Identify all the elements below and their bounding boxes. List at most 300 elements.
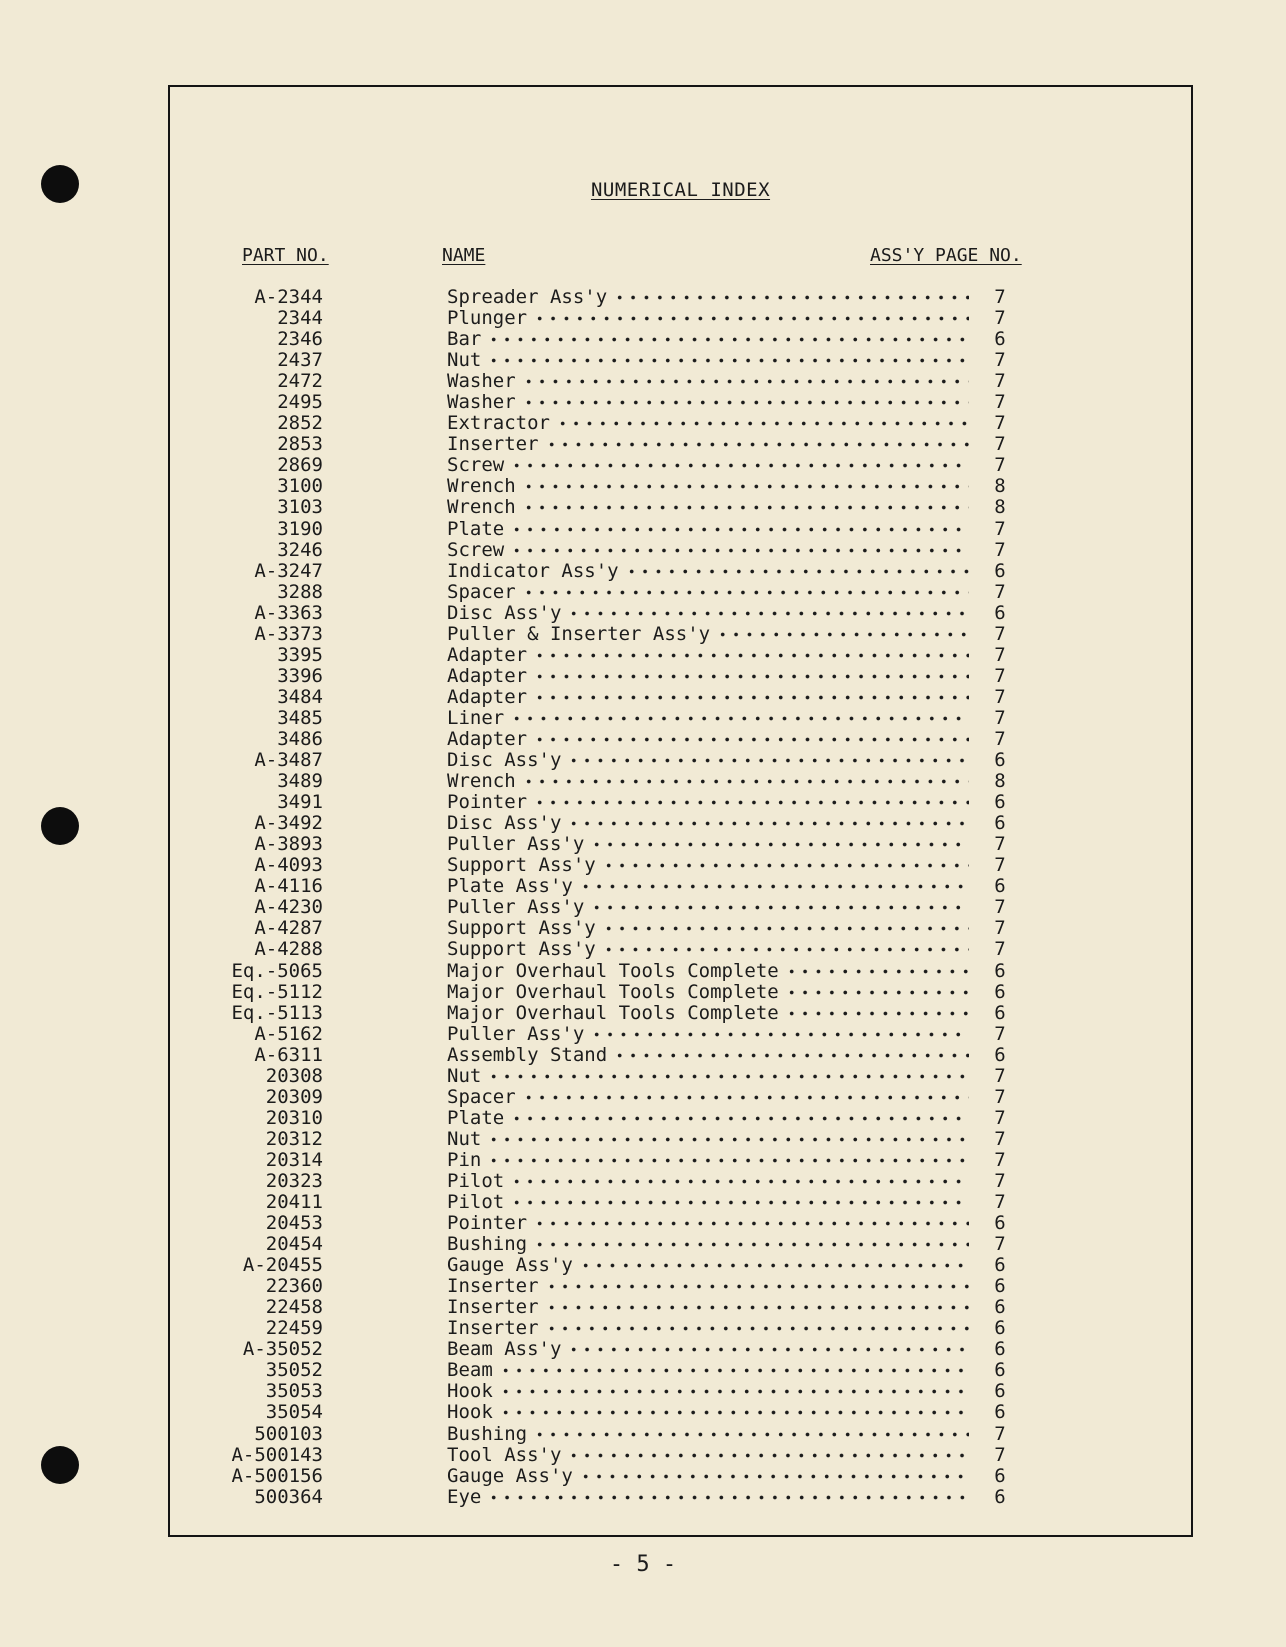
part-name-cell [447,1003,969,1024]
dot-leader [545,1297,969,1318]
part-number: 20454 [265,1233,323,1256]
dot-leader [716,624,969,645]
list-item [170,1108,1191,1129]
part-name: Support Ass'y [447,918,602,939]
part-name-cell [447,792,969,813]
dot-leader [522,771,969,792]
part-name: Screw [447,540,510,561]
part-number: A-3247 [254,559,323,582]
index-list [170,287,1191,1508]
dot-leader [487,1150,969,1171]
list-item [170,918,1191,939]
part-name: Pin [447,1150,487,1171]
part-name: Major Overhaul Tools Complete [447,982,785,1003]
part-name: Beam Ass'y [447,1339,567,1360]
part-name-cell [447,1318,969,1339]
page-number-cell: 6 [994,601,1006,624]
part-name: Liner [447,708,510,729]
page-number-cell: 7 [994,538,1006,561]
page-number: - 5 - [609,1552,677,1577]
part-number: 3491 [277,791,323,814]
list-item [170,329,1191,350]
list-item [170,371,1191,392]
page-number-cell: 6 [994,1001,1006,1024]
part-name: Bar [447,329,487,350]
header-page-no: ASS'Y PAGE NO. [870,245,1022,266]
list-item [170,287,1191,308]
part-number: A-500143 [231,1443,323,1466]
part-number: 500103 [254,1422,323,1445]
dot-leader [487,1487,969,1508]
part-name-cell [447,1255,969,1276]
dot-leader [522,476,969,497]
dot-leader [499,1402,969,1423]
page-number-cell: 6 [994,791,1006,814]
part-name: Bushing [447,1234,533,1255]
part-name: Inserter [447,434,545,455]
list-item [170,1445,1191,1466]
part-name-cell [447,434,969,455]
part-name-cell [447,371,969,392]
part-number: A-6311 [254,1043,323,1066]
page-number-cell: 7 [994,307,1006,330]
dot-leader [510,540,969,561]
page-number-cell: 8 [994,496,1006,519]
part-number: A-2344 [254,286,323,308]
part-name-cell [447,982,969,1003]
part-name: Major Overhaul Tools Complete [447,1003,785,1024]
part-name: Inserter [447,1318,545,1339]
page-number-cell: 6 [994,1254,1006,1277]
part-name: Disc Ass'y [447,603,567,624]
page-number-cell: 6 [994,328,1006,351]
part-number: 20453 [265,1212,323,1235]
part-name: Spacer [447,1087,522,1108]
dot-leader [522,371,969,392]
part-number: 3486 [277,727,323,750]
list-item [170,855,1191,876]
part-name-cell [447,876,969,897]
page-number-cell: 6 [994,1380,1006,1403]
part-name-cell [447,1150,969,1171]
page-number-cell: 7 [994,917,1006,940]
dot-leader [499,1381,969,1402]
dot-leader [510,1192,969,1213]
page-number-cell: 7 [994,727,1006,750]
page-number-cell: 7 [994,1443,1006,1466]
dot-leader [579,1255,969,1276]
page-number-cell: 7 [994,833,1006,856]
part-number: 2495 [277,391,323,414]
part-name: Wrench [447,476,522,497]
list-item [170,1192,1191,1213]
dot-leader [602,855,969,876]
list-item [170,982,1191,1003]
list-item [170,1360,1191,1381]
part-number: 22458 [265,1296,323,1319]
page-number-cell: 6 [994,1296,1006,1319]
dot-leader [579,876,969,897]
list-item [170,1003,1191,1024]
page-number-cell: 6 [994,875,1006,898]
page-number-cell: 7 [994,938,1006,961]
list-item [170,1381,1191,1402]
dot-leader [567,1445,969,1466]
page-number-cell: 7 [994,1148,1006,1171]
part-name-cell [447,561,969,582]
page-number-cell: 6 [994,749,1006,772]
page-number-cell: 7 [994,685,1006,708]
page-number-cell: 6 [994,1338,1006,1361]
page-number-cell: 6 [994,559,1006,582]
part-name-cell [447,582,969,603]
part-name-cell [447,519,969,540]
list-item [170,497,1191,518]
page-number-cell: 6 [994,1043,1006,1066]
list-item [170,939,1191,960]
part-name-cell [447,729,969,750]
page-number-cell: 7 [994,412,1006,435]
part-name: Gauge Ass'y [447,1466,579,1487]
page-number-cell: 7 [994,1085,1006,1108]
dot-leader [785,982,969,1003]
page-number-cell: 8 [994,475,1006,498]
part-name: Puller & Inserter Ass'y [447,624,716,645]
part-name-cell [447,1087,969,1108]
binder-hole-bottom [41,1446,79,1484]
list-item [170,771,1191,792]
list-item [170,392,1191,413]
part-name: Assembly Stand [447,1045,613,1066]
part-number: 2853 [277,433,323,456]
part-name: Spreader Ass'y [447,287,613,308]
list-item [170,1276,1191,1297]
dot-leader [556,413,969,434]
dot-leader [487,1129,969,1150]
part-name: Puller Ass'y [447,1024,590,1045]
part-number: 3485 [277,706,323,729]
dot-leader [510,1108,969,1129]
page-number-cell: 7 [994,433,1006,456]
part-name-cell [447,897,969,918]
part-name-cell [447,1360,969,1381]
part-name: Hook [447,1381,499,1402]
part-name: Hook [447,1402,499,1423]
part-name: Indicator Ass'y [447,561,625,582]
part-name: Support Ass'y [447,855,602,876]
part-number: 2437 [277,349,323,372]
part-name: Pointer [447,792,533,813]
list-item [170,1466,1191,1487]
part-name-cell [447,624,969,645]
part-name-cell [447,708,969,729]
dot-leader [499,1360,969,1381]
part-name: Major Overhaul Tools Complete [447,961,785,982]
part-name-cell [447,771,969,792]
page-number-cell: 7 [994,580,1006,603]
page-title: NUMERICAL INDEX [590,179,771,201]
dot-leader [533,1424,969,1445]
list-item [170,687,1191,708]
part-number: A-4287 [254,917,323,940]
dot-leader [567,750,969,771]
list-item [170,666,1191,687]
part-number: Eq.-5112 [231,980,323,1003]
page-number-cell: 6 [994,1485,1006,1508]
dot-leader [602,939,969,960]
part-name-cell [447,540,969,561]
part-name: Adapter [447,729,533,750]
part-name-cell [447,939,969,960]
part-name-cell [447,666,969,687]
dot-leader [613,287,969,308]
list-item [170,476,1191,497]
part-name: Adapter [447,687,533,708]
part-number: 3190 [277,517,323,540]
list-item [170,1318,1191,1339]
list-item [170,561,1191,582]
dot-leader [533,687,969,708]
list-item [170,1045,1191,1066]
page-number-cell: 7 [994,1191,1006,1214]
part-number: 35054 [265,1401,323,1424]
dot-leader [510,708,969,729]
dot-leader [533,1234,969,1255]
part-number: 22459 [265,1317,323,1340]
dot-leader [533,729,969,750]
part-number: 3246 [277,538,323,561]
list-item [170,750,1191,771]
dot-leader [510,519,969,540]
part-name-cell [447,1466,969,1487]
part-name: Nut [447,1066,487,1087]
list-item [170,1234,1191,1255]
binder-hole-middle [41,807,79,845]
part-name-cell [447,603,969,624]
part-name: Pointer [447,1213,533,1234]
list-item [170,1424,1191,1445]
dot-leader [533,1213,969,1234]
part-number: A-3373 [254,622,323,645]
page-number-cell: 7 [994,1233,1006,1256]
part-name: Plate [447,1108,510,1129]
part-number: 2472 [277,370,323,393]
page-number-cell: 7 [994,1106,1006,1129]
list-item [170,961,1191,982]
dot-leader [602,918,969,939]
part-name-cell [447,413,969,434]
dot-leader [590,897,969,918]
part-name-cell [447,834,969,855]
page-number-cell: 7 [994,454,1006,477]
part-name: Gauge Ass'y [447,1255,579,1276]
list-item [170,624,1191,645]
part-name-cell [447,1213,969,1234]
part-name-cell [447,1445,969,1466]
dot-leader [510,1171,969,1192]
part-name-cell [447,1297,969,1318]
list-item [170,876,1191,897]
list-item [170,1066,1191,1087]
page-number-cell: 7 [994,517,1006,540]
part-name-cell [447,287,969,308]
page-number-cell: 7 [994,706,1006,729]
page-number-cell: 6 [994,1464,1006,1487]
page-number-cell: 6 [994,812,1006,835]
part-number: A-4288 [254,938,323,961]
part-name-cell [447,1487,969,1508]
page-number-cell: 7 [994,1064,1006,1087]
part-number: A-4093 [254,854,323,877]
part-name: Wrench [447,497,522,518]
part-name-cell [447,855,969,876]
dot-leader [613,1045,969,1066]
part-name-cell [447,1192,969,1213]
part-name: Spacer [447,582,522,603]
list-item [170,708,1191,729]
page-number-cell: 6 [994,1275,1006,1298]
part-number: Eq.-5113 [231,1001,323,1024]
dot-leader [545,1276,969,1297]
part-name: Adapter [447,666,533,687]
part-number: A-500156 [231,1464,323,1487]
page-number-cell: 6 [994,980,1006,1003]
part-name: Puller Ass'y [447,897,590,918]
part-number: 3288 [277,580,323,603]
part-name-cell [447,455,969,476]
page-number-cell: 6 [994,1212,1006,1235]
page-number-cell: 8 [994,770,1006,793]
part-number: 2852 [277,412,323,435]
part-name-cell [447,918,969,939]
dot-leader [567,1339,969,1360]
list-item [170,813,1191,834]
part-name: Beam [447,1360,499,1381]
part-name: Plate [447,519,510,540]
part-number: 20411 [265,1191,323,1214]
part-name: Disc Ass'y [447,750,567,771]
page-number-cell: 6 [994,1401,1006,1424]
list-item [170,792,1191,813]
part-number: 20312 [265,1127,323,1150]
page-number-cell: 7 [994,1422,1006,1445]
part-name-cell [447,1339,969,1360]
dot-leader [590,834,969,855]
page-number-cell: 7 [994,1022,1006,1045]
part-number: 20314 [265,1148,323,1171]
part-name-cell [447,476,969,497]
page-number-cell: 7 [994,854,1006,877]
part-number: A-20455 [242,1254,323,1277]
part-name-cell [447,1424,969,1445]
part-name-cell [447,1381,969,1402]
part-name-cell [447,750,969,771]
part-number: A-3487 [254,749,323,772]
list-item [170,897,1191,918]
part-name: Extractor [447,413,556,434]
part-number: 20310 [265,1106,323,1129]
dot-leader [533,308,969,329]
part-number: Eq.-5065 [231,959,323,982]
part-name: Eye [447,1487,487,1508]
part-number: 2869 [277,454,323,477]
dot-leader [785,1003,969,1024]
list-item [170,455,1191,476]
part-name: Pilot [447,1192,510,1213]
part-name: Screw [447,455,510,476]
part-name: Wrench [447,771,522,792]
list-item [170,1255,1191,1276]
part-name: Puller Ass'y [447,834,590,855]
page-number-cell: 7 [994,1127,1006,1150]
part-name: Plate Ass'y [447,876,579,897]
list-item [170,582,1191,603]
part-name: Nut [447,1129,487,1150]
part-name-cell [447,1171,969,1192]
list-item [170,1339,1191,1360]
part-number: 20309 [265,1085,323,1108]
part-number: 3484 [277,685,323,708]
part-number: 3489 [277,770,323,793]
dot-leader [590,1024,969,1045]
list-item [170,350,1191,371]
part-number: 20323 [265,1169,323,1192]
part-number: A-3893 [254,833,323,856]
part-name-cell [447,1108,969,1129]
dot-leader [567,603,969,624]
page-number-cell: 6 [994,1359,1006,1382]
part-name-cell [447,497,969,518]
dot-leader [487,350,969,371]
part-name: Support Ass'y [447,939,602,960]
dot-leader [533,645,969,666]
list-item [170,1213,1191,1234]
page-number-cell: 6 [994,1317,1006,1340]
list-item [170,1129,1191,1150]
part-number: 3103 [277,496,323,519]
part-name-cell [447,961,969,982]
dot-leader [785,961,969,982]
part-name: Washer [447,392,522,413]
part-name-cell [447,1129,969,1150]
list-item [170,308,1191,329]
list-item [170,413,1191,434]
part-name-cell [447,813,969,834]
dot-leader [579,1466,969,1487]
part-name: Inserter [447,1276,545,1297]
dot-leader [522,497,969,518]
dot-leader [533,792,969,813]
page-number-cell: 7 [994,391,1006,414]
list-item [170,1402,1191,1423]
dot-leader [625,561,969,582]
part-number: A-4116 [254,875,323,898]
dot-leader [487,1066,969,1087]
part-number: A-3363 [254,601,323,624]
part-name-cell [447,350,969,371]
list-item [170,434,1191,455]
part-name-cell [447,645,969,666]
dot-leader [522,1087,969,1108]
part-name-cell [447,392,969,413]
page-number-cell: 7 [994,1169,1006,1192]
part-number: 35053 [265,1380,323,1403]
part-name: Adapter [447,645,533,666]
list-item [170,645,1191,666]
part-number: 2346 [277,328,323,351]
part-name-cell [447,308,969,329]
part-name: Tool Ass'y [447,1445,567,1466]
